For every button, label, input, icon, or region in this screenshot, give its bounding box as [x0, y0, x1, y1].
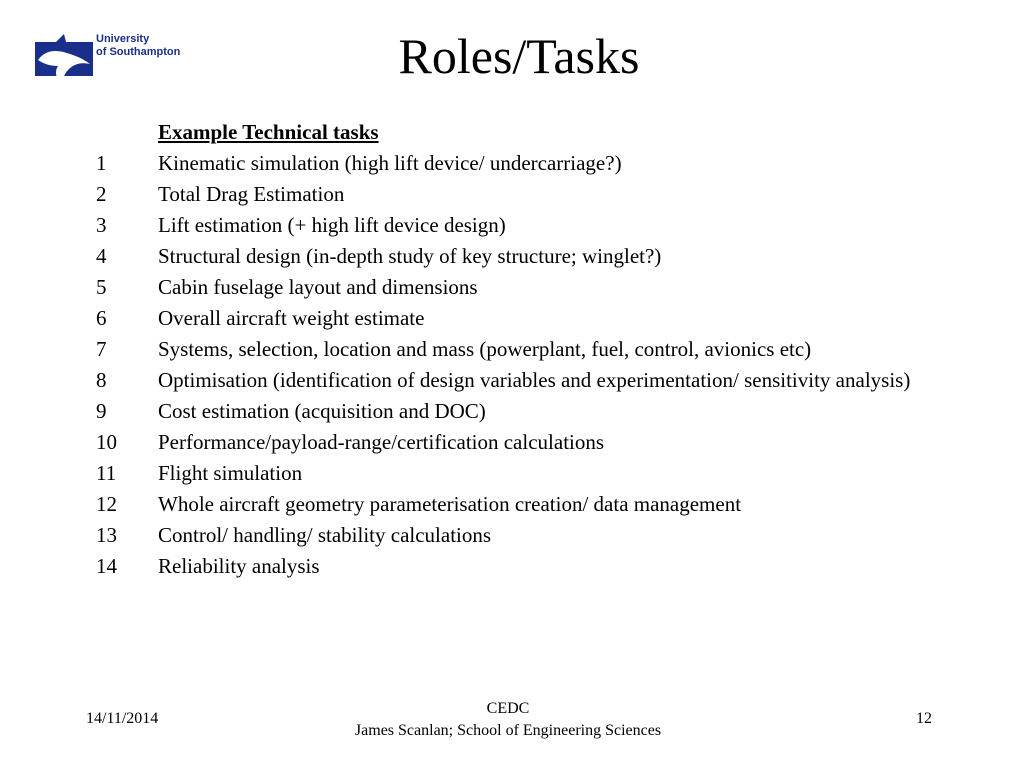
task-text: Performance/payload-range/certification calculations [158, 430, 605, 454]
logo-line-2: of Southampton [96, 46, 181, 58]
page-number: 12 [916, 710, 932, 727]
task-number: 9 [96, 399, 107, 423]
task-text: Overall aircraft weight estimate [158, 306, 425, 330]
section-heading: Example Technical tasks [158, 120, 379, 144]
task-text: Cost estimation (acquisition and DOC) [158, 399, 486, 423]
list-item [96, 275, 996, 299]
task-text: Kinematic simulation (high lift device/ undercarriage?) [158, 151, 622, 175]
list-item [96, 523, 996, 547]
task-number: 14 [96, 554, 117, 578]
task-number: 10 [96, 430, 117, 454]
list-item [96, 430, 996, 454]
list-item [96, 399, 996, 423]
footer-date: 14/11/2014 [86, 710, 159, 727]
task-number: 6 [96, 306, 107, 330]
list-item [96, 306, 996, 330]
task-number: 1 [96, 151, 107, 175]
list-item [96, 368, 996, 392]
logo-line-1: University [96, 33, 150, 45]
task-number: 12 [96, 492, 117, 516]
list-item [96, 244, 996, 268]
task-text: Control/ handling/ stability calculations [158, 523, 492, 547]
task-text: Cabin fuselage layout and dimensions [158, 275, 478, 299]
task-number: 5 [96, 275, 107, 299]
task-number: 7 [96, 337, 107, 361]
task-text: Structural design (in-depth study of key structure; winglet?) [158, 244, 662, 268]
task-rows [96, 151, 996, 578]
list-item [96, 213, 996, 237]
task-text: Reliability analysis [158, 554, 320, 578]
list-item [96, 554, 996, 578]
list-item [96, 492, 996, 516]
list-item [96, 337, 996, 361]
task-text: Optimisation (identification of design variables and experimentation/ sensitivity analysis) [158, 368, 911, 392]
task-number: 11 [96, 461, 117, 485]
task-text: Whole aircraft geometry parameterisation creation/ data management [158, 492, 742, 516]
footer-center [300, 698, 716, 742]
task-list [96, 120, 996, 585]
task-text: Systems, selection, location and mass (powerplant, fuel, control, avionics etc) [158, 337, 812, 361]
task-text: Lift estimation (+ high lift device design) [158, 213, 506, 237]
footer-org: CEDC [486, 700, 530, 717]
list-item [96, 461, 996, 485]
task-number: 4 [96, 244, 107, 268]
task-number: 13 [96, 523, 117, 547]
list-item [96, 182, 996, 206]
task-text: Total Drag Estimation [158, 182, 345, 206]
task-number: 3 [96, 213, 107, 237]
page-title: Roles/Tasks [398, 28, 640, 84]
task-text: Flight simulation [158, 461, 303, 485]
list-item [96, 151, 996, 175]
task-number: 2 [96, 182, 107, 206]
footer-author: James Scanlan; School of Engineering Sciences [354, 722, 662, 739]
task-number: 8 [96, 368, 107, 392]
